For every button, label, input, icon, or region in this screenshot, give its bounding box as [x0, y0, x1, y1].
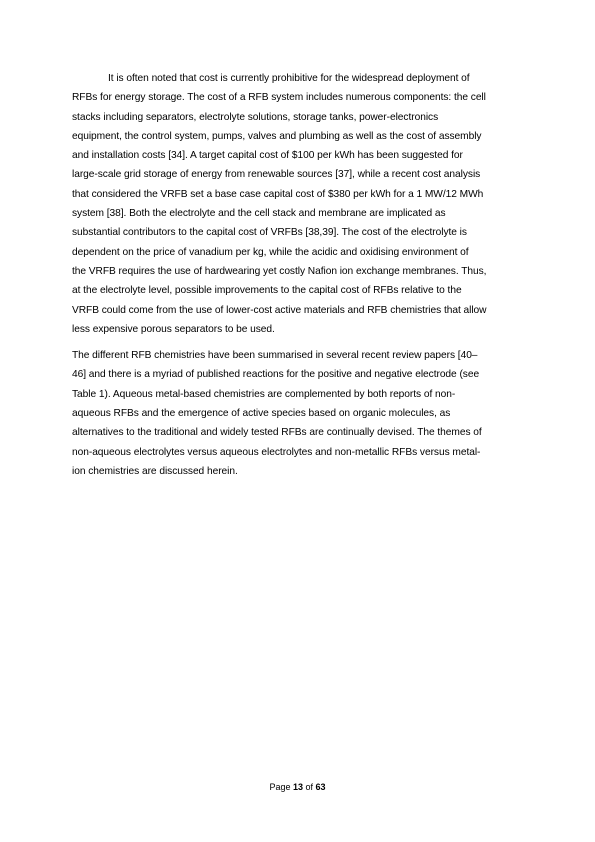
text-line: that considered the VRFB set a base case capital cost of $380 per kWh for a 1 MW/12 MWh — [72, 188, 484, 200]
text-line: substantial contributors to the capital cost of VRFBs [38,39]. The cost of the electrolyte is — [72, 227, 467, 239]
text-line: at the electrolyte level, possible improvements to the capital cost of RFBs relative to the — [72, 285, 462, 297]
total-page-count: 63 — [315, 782, 326, 792]
text-line: ion chemistries are discussed herein. — [72, 465, 238, 477]
paragraph — [72, 346, 524, 481]
text-line: alternatives to the traditional and widely tested RFBs are continually devised. The themes of — [72, 427, 482, 439]
paragraph — [72, 69, 524, 339]
text-line: VRFB could come from the use of lower-cost active materials and RFB chemistries that allow — [72, 304, 487, 316]
page-footer — [0, 780, 595, 794]
text-line: less expensive porous separators to be used. — [72, 323, 275, 335]
paragraph-spacer — [72, 339, 524, 346]
text-line: dependent on the price of vanadium per kg, while the acidic and oxidising environment of — [72, 246, 469, 258]
current-page-number: 13 — [292, 782, 303, 792]
text-line: It is often noted that cost is currently prohibitive for the widespread deployment of — [108, 73, 470, 84]
text-line: and installation costs [34]. A target capital cost of $100 per kWh has been suggested for — [72, 150, 463, 162]
text-line: the VRFB requires the use of hardwearing yet costly Nafion ion exchange membranes. Thus, — [72, 265, 487, 277]
text-line: stacks including separators, electrolyte solutions, storage tanks, power-electronics — [72, 111, 439, 123]
text-line: equipment, the control system, pumps, valves and plumbing as well as the cost of assembly — [72, 130, 482, 142]
text-line: 46] and there is a myriad of published reactions for the positive and negative electrode (see — [72, 369, 480, 381]
text-line: non-aqueous electrolytes versus aqueous electrolytes and non-metallic RFBs versus metal- — [72, 446, 481, 458]
text-line: system [38]. Both the electrolyte and the cell stack and membrane are implicated as — [72, 208, 446, 220]
text-line: RFBs for energy storage. The cost of a RFB system includes numerous components: the cell — [72, 92, 486, 104]
body-text — [72, 69, 524, 481]
text-line: Table 1). Aqueous metal-based chemistries are complemented by both reports of non- — [72, 388, 456, 400]
page-number-separator: of — [303, 782, 316, 792]
text-line: aqueous RFBs and the emergence of active species based on organic molecules, as — [72, 408, 451, 420]
text-line: large-scale grid storage of energy from renewable sources [37], while a recent cost analysis — [72, 169, 481, 181]
text-line: The different RFB chemistries have been summarised in several recent review papers [40– — [72, 350, 478, 362]
page-number-prefix: Page — [269, 782, 293, 792]
